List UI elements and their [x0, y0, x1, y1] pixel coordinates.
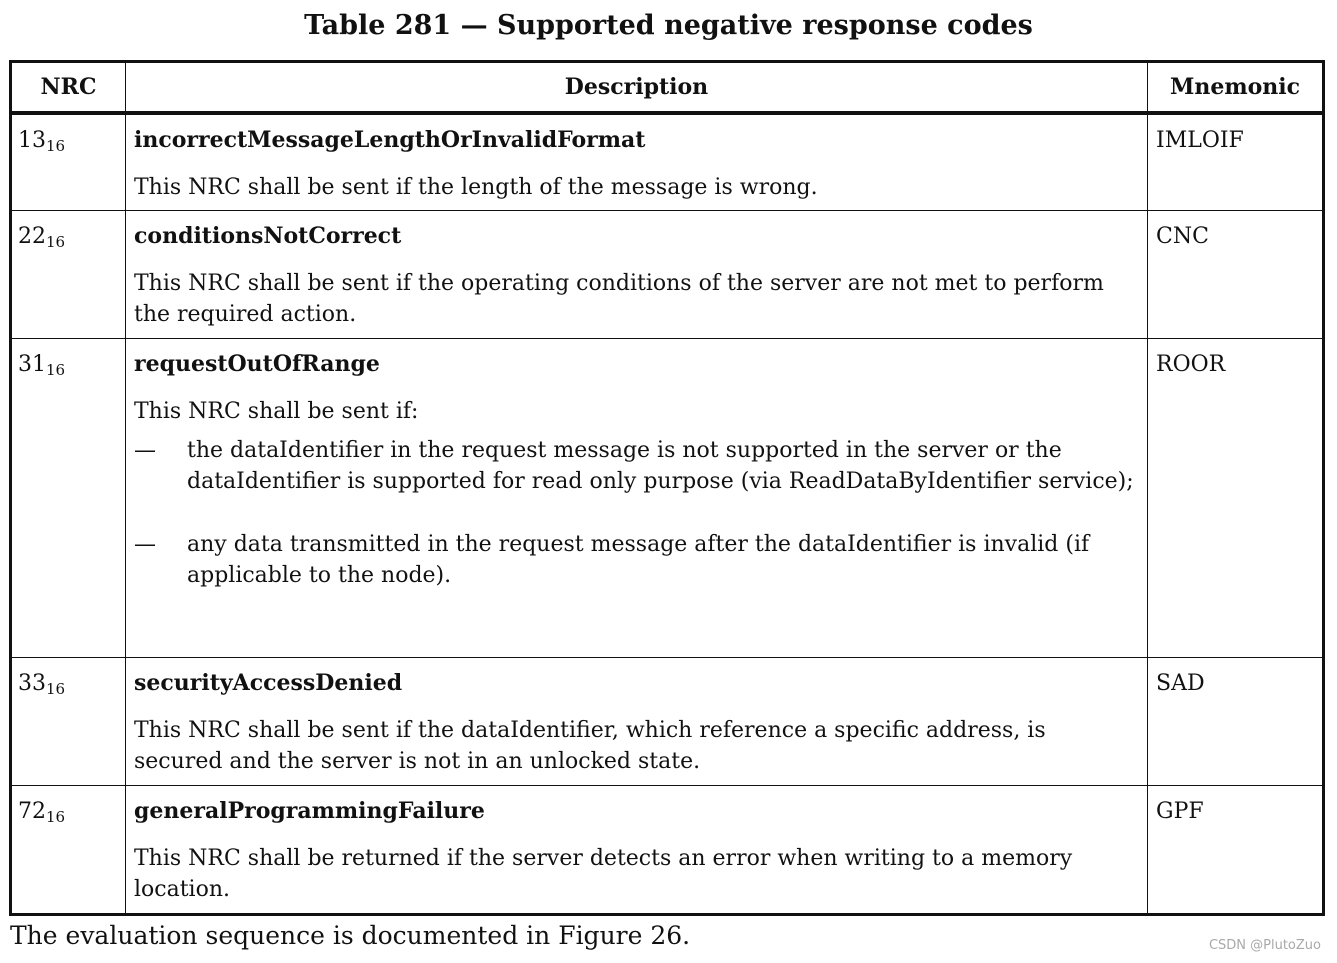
mnemonic-cell: IMLOIF [1148, 113, 1324, 210]
watermark: CSDN @PlutoZuo [1208, 938, 1321, 953]
list-item [134, 435, 1137, 497]
table-row [11, 657, 1324, 785]
nrc-code-cell [11, 785, 126, 914]
table-row [11, 338, 1324, 657]
nrc-base: 16 [46, 679, 66, 698]
nrc-base: 16 [46, 807, 66, 826]
nrc-base: 16 [46, 232, 66, 251]
mnemonic-cell: ROOR [1148, 338, 1324, 657]
nrc-code: 31 [18, 351, 46, 377]
header-mnemonic: Mnemonic [1148, 62, 1324, 114]
nrc-text: This NRC shall be returned if the server detects an error when writing to a memory location. [134, 845, 1073, 902]
description-cell [126, 657, 1148, 785]
table-row [11, 210, 1324, 338]
nrc-text: This NRC shall be sent if the length of the message is wrong. [134, 175, 818, 200]
header-description: Description [126, 62, 1148, 114]
dash-marker: — [134, 531, 156, 557]
nrc-code: 72 [18, 798, 46, 824]
list-item [134, 529, 1137, 591]
header-nrc: NRC [11, 62, 126, 114]
nrc-name: incorrectMessageLengthOrInvalidFormat [134, 127, 646, 153]
table-title: Table 281 — Supported negative response codes [304, 10, 1033, 41]
list-item-text: any data transmitted in the request message after the dataIdentifier is invalid (if applicable to the node). [187, 531, 1090, 588]
description-cell [126, 210, 1148, 338]
header-row [11, 62, 1324, 114]
nrc-code-cell [11, 113, 126, 210]
footer-note: The evaluation sequence is documented in Figure 26. [10, 921, 691, 950]
mnemonic-cell: GPF [1148, 785, 1324, 914]
list-item-text: the dataIdentifier in the request message is not supported in the server or the dataIdentifier is supported for read only purpose (via ReadDataByIdentifier service); [187, 437, 1134, 494]
nrc-code: 33 [18, 670, 46, 696]
mnemonic-cell: SAD [1148, 657, 1324, 785]
description-cell [126, 338, 1148, 657]
dash-marker: — [134, 437, 156, 463]
nrc-name: generalProgrammingFailure [134, 797, 485, 824]
condition-list [134, 435, 1137, 591]
nrc-code: 13 [18, 128, 46, 153]
nrc-name: conditionsNotCorrect [134, 222, 402, 249]
description-cell [126, 785, 1148, 914]
nrc-text: This NRC shall be sent if: [134, 398, 419, 424]
nrc-code-cell [11, 657, 126, 785]
nrc-name: requestOutOfRange [134, 350, 380, 377]
nrc-base: 16 [46, 360, 66, 379]
nrc-code-cell [11, 210, 126, 338]
nrc-text: This NRC shall be sent if the operating conditions of the server are not met to perform the required action. [134, 270, 1104, 327]
nrc-name: securityAccessDenied [134, 669, 403, 696]
nrc-code: 22 [18, 223, 46, 249]
description-cell [126, 113, 1148, 210]
nrc-table [9, 60, 1325, 916]
table-row [11, 113, 1324, 210]
nrc-text: This NRC shall be sent if the dataIdentifier, which reference a specific address, is secured and the server is not in an unlocked state. [134, 717, 1046, 774]
nrc-base: 16 [46, 137, 66, 155]
mnemonic-cell: CNC [1148, 210, 1324, 338]
nrc-code-cell [11, 338, 126, 657]
table-row [11, 785, 1324, 914]
